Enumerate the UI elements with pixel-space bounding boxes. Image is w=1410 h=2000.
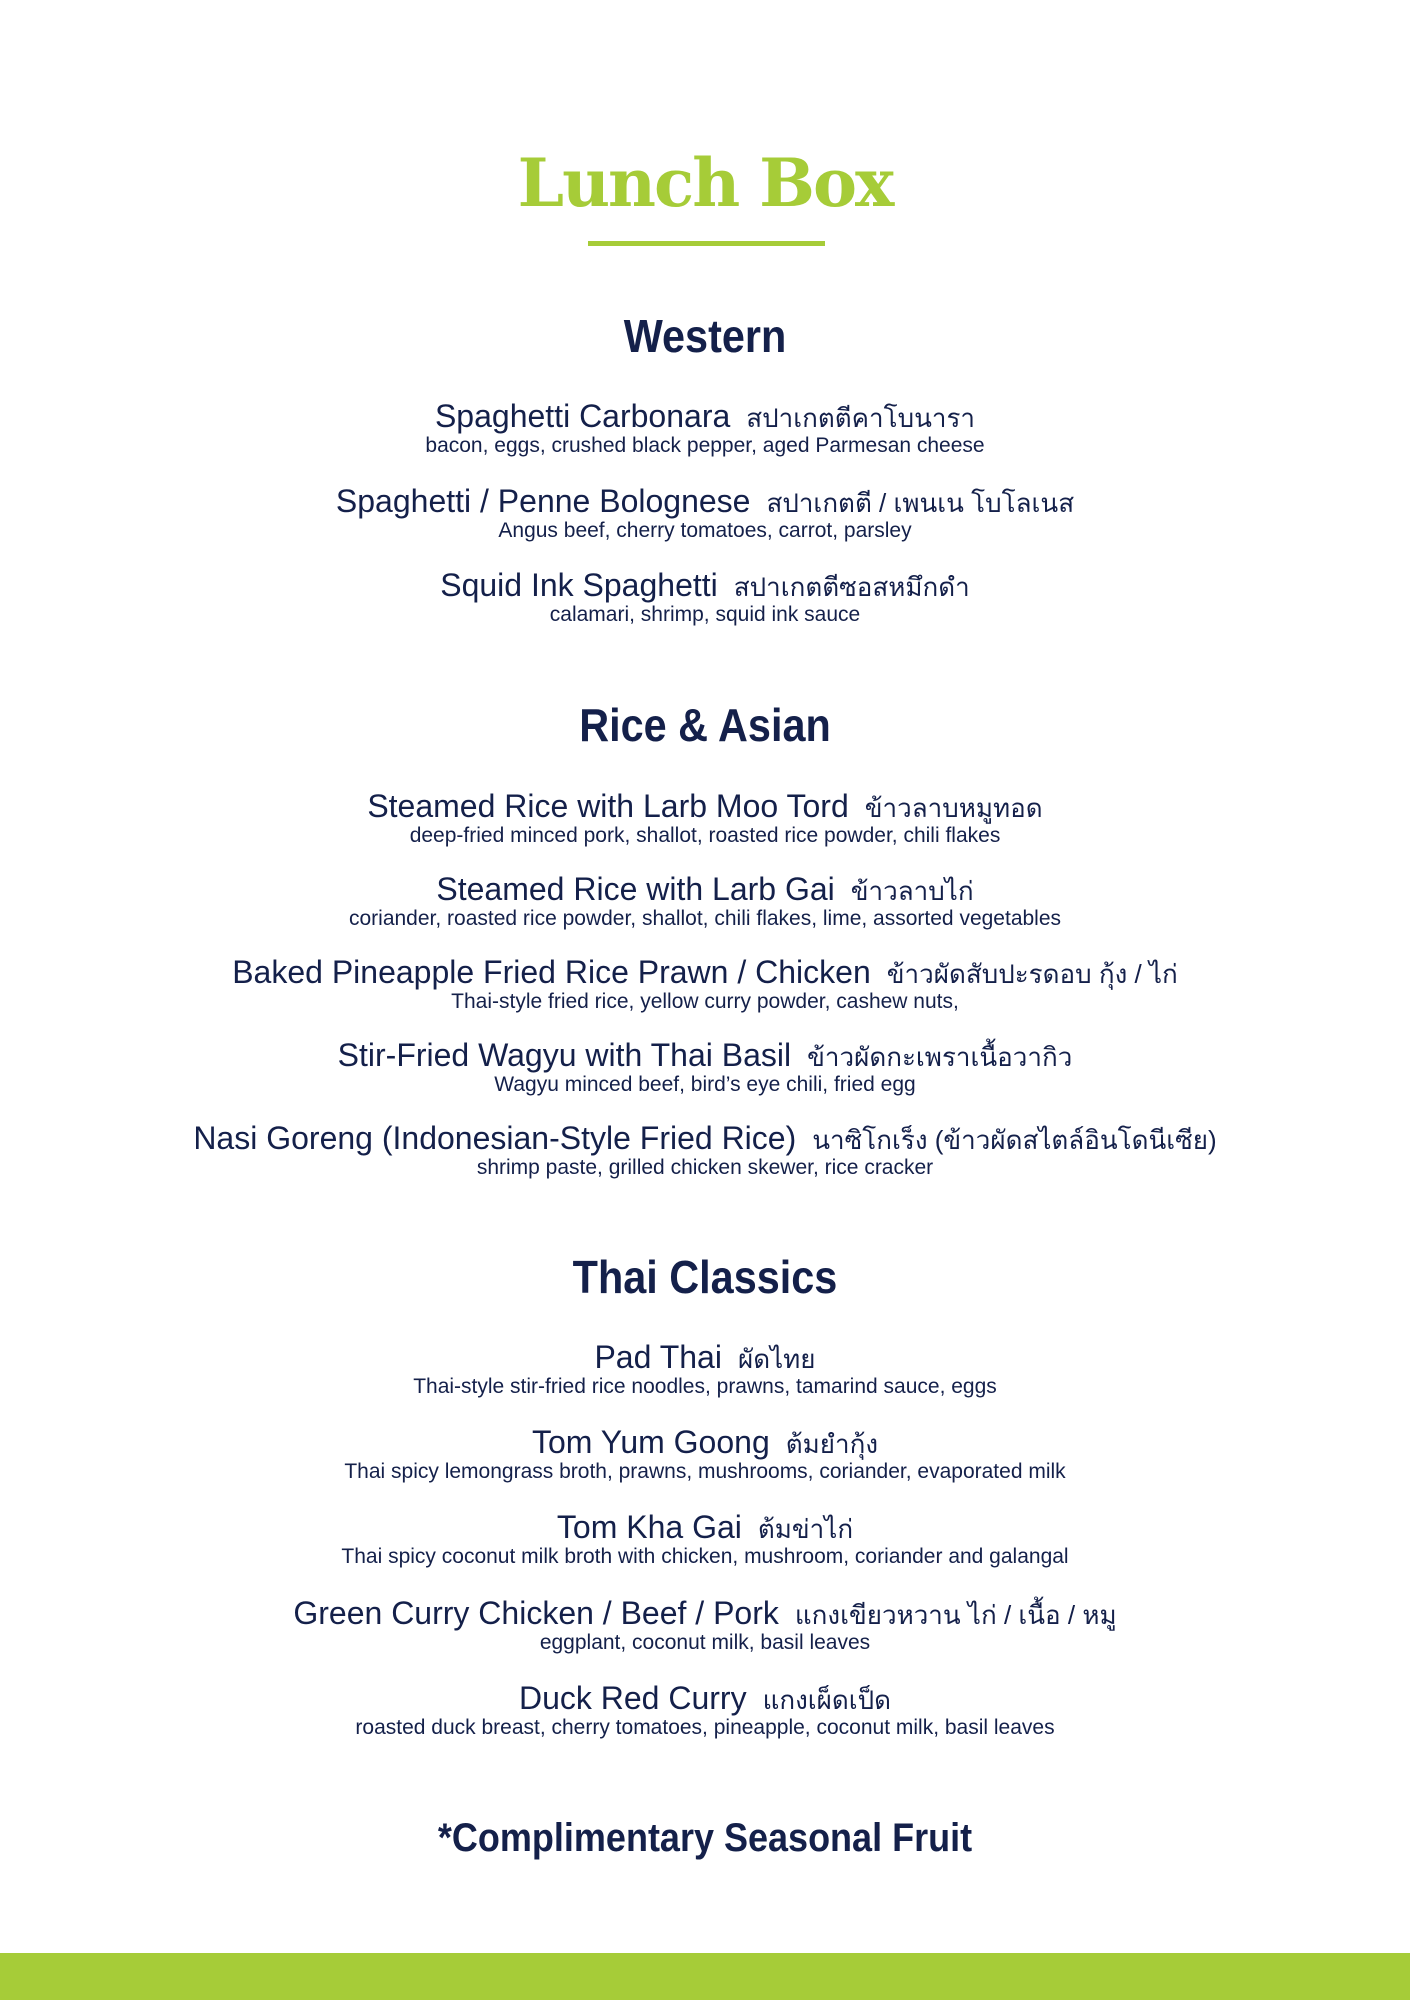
section-heading: Rice & Asian — [579, 699, 831, 751]
page-title: Lunch Box — [517, 144, 893, 222]
item-thai-name: สปาเกตตีซอสหมึกดำ — [733, 572, 970, 602]
item-name: Tom Kha Gai — [556, 1509, 742, 1545]
item-description: bacon, eggs, crushed black pepper, aged Parmesan cheese — [425, 434, 985, 457]
item-thai-name: ข้าวลาบหมูทอด — [864, 793, 1043, 823]
item-name: Tom Yum Goong — [531, 1424, 770, 1460]
menu-item — [0, 1591, 1410, 1653]
section-western — [0, 308, 1410, 364]
item-name: Nasi Goreng (Indonesian-Style Fried Rice) — [193, 1120, 797, 1156]
item-thai-name: แกงเผ็ดเป็ด — [762, 1685, 892, 1715]
item-description: Angus beef, cherry tomatoes, carrot, parsley — [498, 519, 912, 542]
item-description: roasted duck breast, cherry tomatoes, pineapple, coconut milk, basil leaves — [355, 1716, 1055, 1739]
item-description: calamari, shrimp, squid ink sauce — [549, 603, 861, 626]
item-thai-name: ผัดไทย — [737, 1344, 816, 1374]
item-thai-name: นาซิโกเร็ง (ข้าวผัดสไตล์อินโดนีเซีย) — [812, 1125, 1217, 1155]
item-name: Spaghetti / Penne Bolognese — [335, 483, 751, 519]
menu-item — [0, 1116, 1410, 1178]
item-description: eggplant, coconut milk, basil leaves — [539, 1631, 871, 1654]
item-description: deep-fried minced pork, shallot, roasted rice powder, chili flakes — [409, 824, 1001, 847]
item-description: Thai spicy coconut milk broth with chicken, mushroom, coriander and galangal — [341, 1545, 1069, 1568]
item-thai-name: แกงเขียวหวาน ไก่ / เนื้อ / หมู — [794, 1600, 1117, 1630]
menu-item — [0, 1033, 1410, 1095]
item-description: shrimp paste, grilled chicken skewer, rice cracker — [476, 1156, 934, 1179]
item-thai-name: ต้มยำกุ้ง — [785, 1429, 879, 1459]
item-name: Steamed Rice with Larb Moo Tord — [367, 788, 849, 824]
section-rice-asian — [0, 697, 1410, 753]
item-description: Thai spicy lemongrass broth, prawns, mushrooms, coriander, evaporated milk — [344, 1460, 1066, 1483]
item-thai-name: สปาเกตตีคาโบนารา — [746, 403, 976, 433]
footnote: *Complimentary Seasonal Fruit — [437, 1816, 973, 1860]
item-name: Spaghetti Carbonara — [434, 398, 731, 434]
menu-item — [0, 1676, 1410, 1738]
item-name: Squid Ink Spaghetti — [440, 567, 718, 603]
item-name: Stir-Fried Wagyu with Thai Basil — [337, 1037, 792, 1073]
item-thai-name: ข้าวลาบไก่ — [850, 876, 974, 906]
menu-item — [0, 479, 1410, 541]
item-thai-name: ข้าวผัดกะเพราเนื้อวากิว — [807, 1042, 1073, 1072]
item-name: Pad Thai — [594, 1339, 722, 1375]
menu-item — [0, 1420, 1410, 1482]
section-heading: Thai Classics — [572, 1251, 838, 1303]
item-description: Wagyu minced beef, bird’s eye chili, fried egg — [494, 1073, 916, 1096]
bottom-accent-bar — [0, 1953, 1410, 2000]
menu-item — [0, 950, 1410, 1012]
item-name: Steamed Rice with Larb Gai — [436, 871, 835, 907]
item-description: Thai-style fried rice, yellow curry powder, cashew nuts, — [451, 990, 959, 1013]
item-description: Thai-style stir-fried rice noodles, prawns, tamarind sauce, eggs — [413, 1375, 997, 1398]
item-thai-name: ต้มข่าไก่ — [757, 1514, 854, 1544]
item-thai-name: ข้าวผัดสับปะรดอบ กุ้ง / ไก่ — [886, 959, 1178, 989]
menu-item — [0, 1505, 1410, 1567]
menu-item — [0, 394, 1410, 456]
title-underline — [588, 241, 825, 246]
menu-item — [0, 1335, 1410, 1397]
menu-item — [0, 563, 1410, 625]
item-description: coriander, roasted rice powder, shallot, chili flakes, lime, assorted vegetables — [348, 907, 1062, 930]
item-name: Green Curry Chicken / Beef / Pork — [293, 1595, 779, 1631]
item-thai-name: สปาเกตตี / เพนเน โบโลเนส — [766, 488, 1075, 518]
section-heading: Western — [623, 310, 787, 362]
menu-item — [0, 784, 1410, 846]
item-name: Duck Red Curry — [518, 1680, 747, 1716]
section-thai-classics — [0, 1249, 1410, 1305]
menu-item — [0, 867, 1410, 929]
item-name: Baked Pineapple Fried Rice Prawn / Chicken — [232, 954, 871, 990]
